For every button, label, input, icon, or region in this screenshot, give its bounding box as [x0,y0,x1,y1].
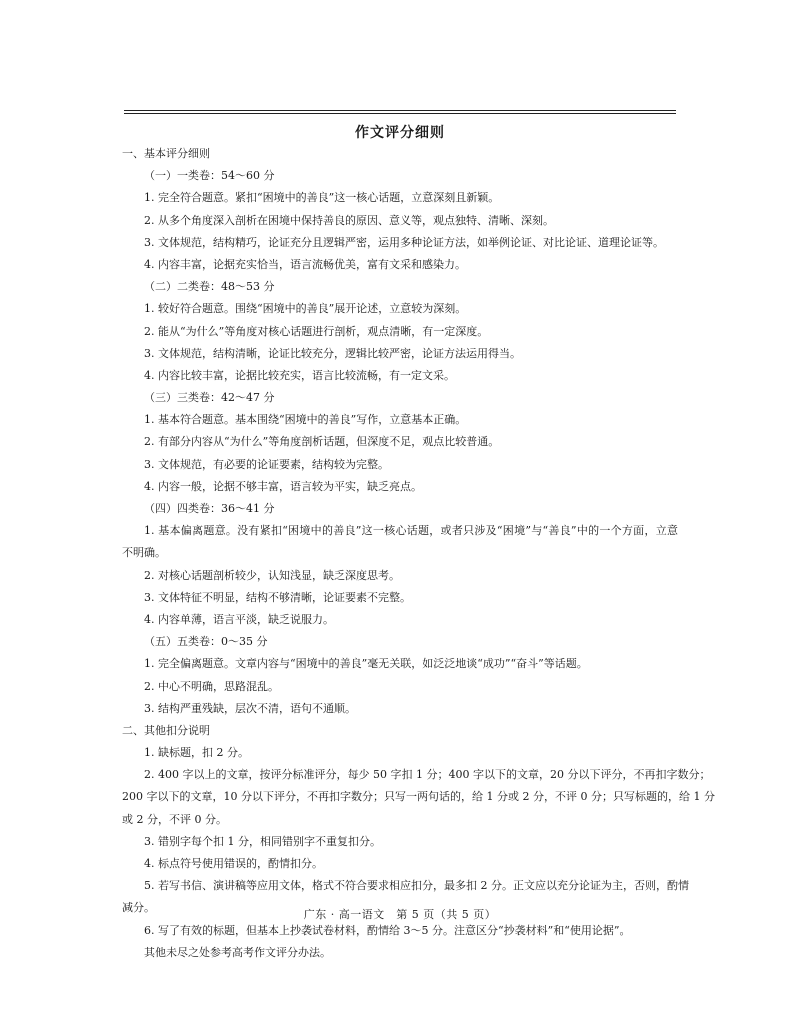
category-4-item-continued: 不明确。 [122,546,166,560]
deduction-item: 1. 缺标题，扣 2 分。 [144,746,249,760]
document-body [122,146,715,967]
category-2-item: 2. 能从“为什么”等角度对核心话题进行剖析，观点清晰，有一定深度。 [144,324,489,338]
category-2-item: 3. 文体规范，结构清晰，论证比较充分，逻辑比较严密，论证方法运用得当。 [144,346,521,360]
category-4-heading: （四）四类卷：36～41 分 [144,502,275,515]
deduction-item-continued: 或 2 分，不评 0 分。 [122,812,227,826]
deduction-item-continued: 减分。 [122,901,155,915]
deduction-item: 3. 错别字每个扣 1 分，相同错别字不重复扣分。 [144,834,381,848]
category-3-item: 4. 内容一般，论据不够丰富，语言较为平实，缺乏亮点。 [144,479,422,493]
category-3-item: 1. 基本符合题意。基本围绕“困境中的善良”写作，立意基本正确。 [144,413,467,427]
category-4-item: 3. 文体特征不明显，结构不够清晰，论证要素不完整。 [144,590,411,604]
category-1-item: 4. 内容丰富，论据充实恰当，语言流畅优美，富有文采和感染力。 [144,257,466,271]
category-1-item: 2. 从多个角度深入剖析在困境中保持善良的原因、意义等，观点独特、清晰、深刻。 [144,213,554,227]
category-1-item: 1. 完全符合题意。紧扣“困境中的善良”这一核心话题，立意深刻且新颖。 [144,191,500,205]
category-4-item: 4. 内容单薄，语言平淡，缺乏说服力。 [144,612,334,626]
category-3-item: 2. 有部分内容从“为什么”等角度剖析话题，但深度不足，观点比较普通。 [144,435,500,449]
deduction-item: 5. 若写书信、演讲稿等应用文体，格式不符合要求相应扣分，最多扣 2 分。正文应以充分论证为主，否则，酌情 [144,879,689,893]
page-footer: 广东 · 高一语文 第 5 页（共 5 页） [303,908,497,921]
category-5-heading: （五）五类卷：0～35 分 [144,635,268,649]
page-title: 作文评分细则 [355,125,445,141]
category-1-item: 3. 文体规范，结构精巧，论证充分且逻辑严密，运用多种论证方法，如举例论证、对比论证、道理论证等。 [144,235,664,249]
category-4-item: 2. 对核心话题剖析较少，认知浅显，缺乏深度思考。 [144,568,400,582]
header-rule [124,110,676,114]
category-5-item: 1. 完全偏离题意。文章内容与“困境中的善良”毫无关联，如泛泛地谈“成功”“奋斗”等话题。 [144,657,588,671]
category-5-item: 3. 结构严重残缺，层次不清，语句不通顺。 [144,701,356,715]
section-heading-deductions: 二、其他扣分说明 [122,723,210,737]
category-2-item: 4. 内容比较丰富，论据比较充实，语言比较流畅，有一定文采。 [144,368,455,382]
deduction-item: 6. 写了有效的标题，但基本上抄袭试卷材料，酌情给 3～5 分。注意区分“抄袭材料”和“使用论据”。 [144,923,631,937]
category-1-heading: （一）一类卷：54～60 分 [144,169,275,183]
category-5-item: 2. 中心不明确，思路混乱。 [144,679,279,693]
deduction-item-continued: 200 字以下的文章，10 分以下评分，不再扣字数分；只写一两句话的，给 1 分或 2 分，不评 0 分；只写标题的，给 1 分 [122,790,715,804]
category-2-heading: （二）二类卷：48～53 分 [144,280,275,294]
deduction-item: 4. 标点符号使用错误的，酌情扣分。 [144,857,323,870]
category-3-heading: （三）三类卷：42～47 分 [144,391,275,405]
category-2-item: 1. 较好符合题意。围绕“困境中的善良”展开论述，立意较为深刻。 [144,302,467,316]
deduction-item: 2. 400 字以上的文章，按评分标准评分，每少 50 字扣 1 分；400 字以下的文章，20 分以下评分，不再扣字数分； [144,768,711,782]
closing-note: 其他未尽之处参考高考作文评分办法。 [144,945,331,959]
section-heading-basic: 一、基本评分细则 [122,147,210,160]
category-4-item: 1. 基本偏离题意。没有紧扣“困境中的善良”这一核心话题，或者只涉及“困境”与“善良”中的一个方面，立意 [144,524,678,538]
category-3-item: 3. 文体规范，有必要的论证要素，结构较为完整。 [144,457,389,471]
